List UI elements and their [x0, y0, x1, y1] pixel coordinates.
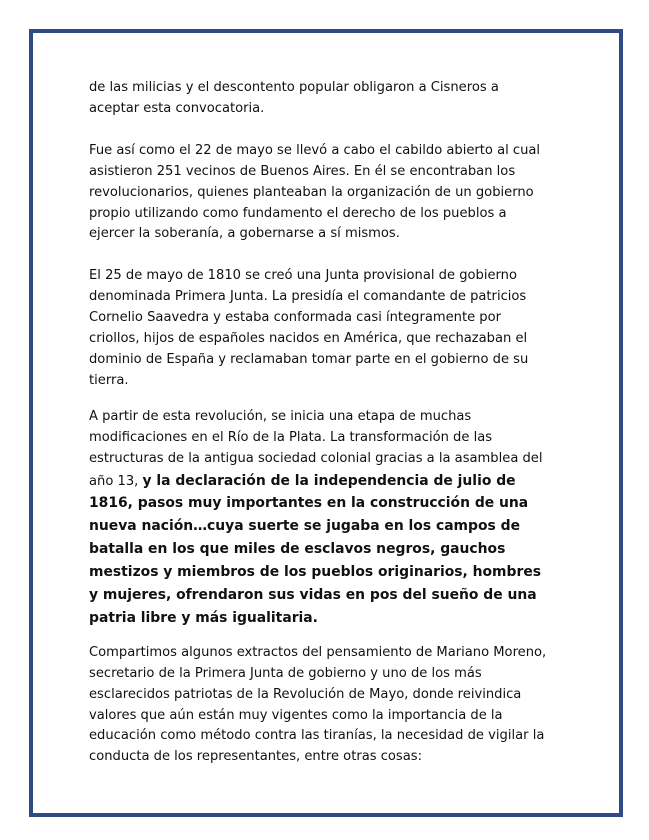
paragraph-primera-junta: El 25 de mayo de 1810 se creó una Junta provisional de gobierno denominada Primera Junta. La presidía el comandante de patricios Cornelio Saavedra y estaba conformada casi íntegramente por criollos, hijos de españoles nacidos en América, que rechazaban el dominio de España y reclamaban tomar parte en el gobierno de su tierra. [89, 268, 529, 388]
paragraph-mariano-moreno: Compartimos algunos extractos del pensamiento de Mariano Moreno, secretario de la Primera Junta de gobierno y uno de los más esclarecidos patriotas de la Revolución de Mayo, donde reivindica valores que aún están muy vigentes como la importancia de la educación como método contra las tiranías, la necesidad de vigilar la conducta de los representantes, entre otras cosas: [89, 644, 547, 765]
paragraph-revolucion [89, 407, 549, 630]
paragraph-cabildo-intro: de las milicias y el descontento popular obligaron a Cisneros a aceptar esta convocatoria. [89, 80, 499, 116]
paragraph-revolucion-bold: y la declaración de la independencia de julio de 1816, pasos muy importantes en la construcción de una nueva nación…cuya suerte se jugaba en los campos de batalla en los que miles de esclavos negros, gauchos mestizos y miembros de los pueblos originarios, hombres y mujeres, ofrendaron sus vidas en pos del sueño de una patria libre y más igualitaria. [89, 472, 542, 626]
paragraph-cabildo-abierto: Fue así como el 22 de mayo se llevó a cabo el cabildo abierto al cual asistieron 251 vecinos de Buenos Aires. En él se encontraban los revolucionarios, quienes planteaban la organización de un gobierno propio utilizando como fundamento el derecho de los pueblos a ejercer la soberanía, a gobernarse a sí mismos. [89, 142, 541, 242]
document-body [89, 78, 549, 768]
paragraph-revolucion-plain: A partir de esta revolución, se inicia una etapa de muchas modificaciones en el Río de la Plata. La transformación de las estructuras de la antigua sociedad colonial gracias a la asamblea del año 13, [89, 408, 543, 489]
